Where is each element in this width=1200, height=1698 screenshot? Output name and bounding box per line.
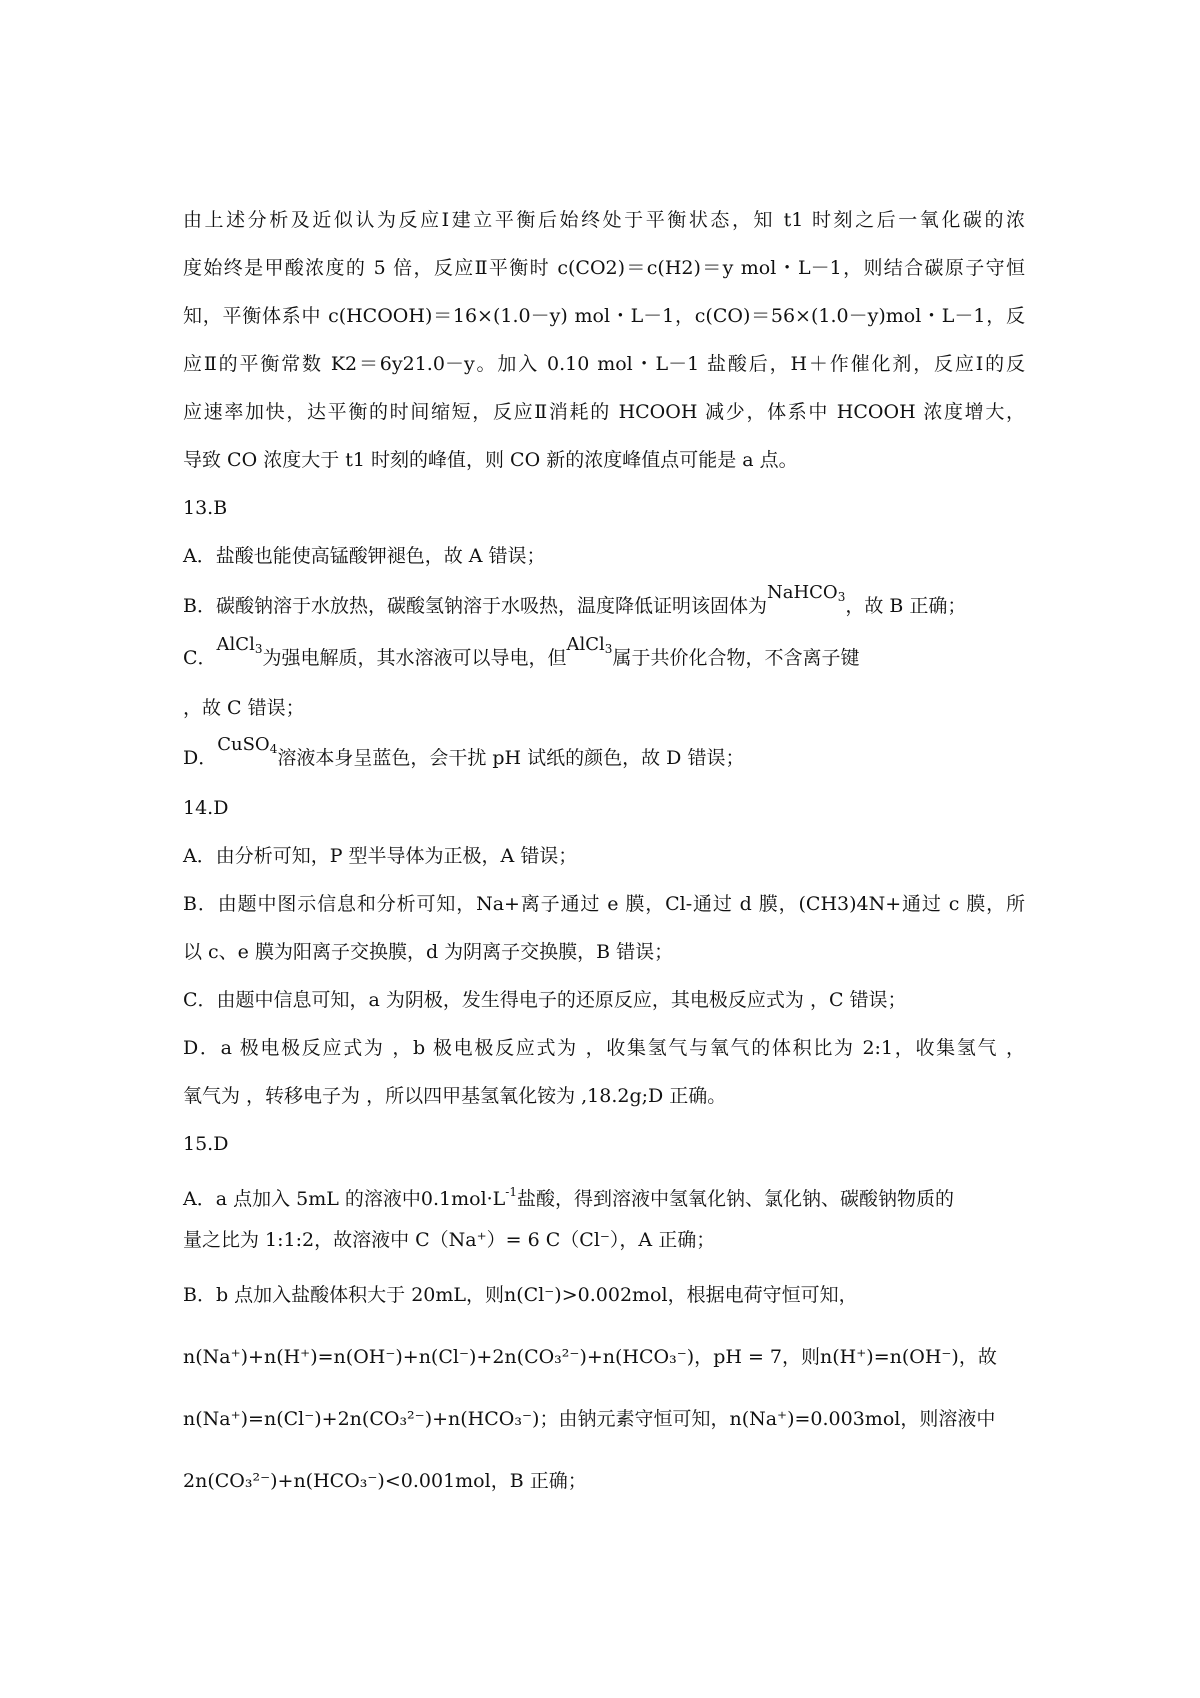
q15-b-expr-1: n(Cl⁻)>0.002mol xyxy=(504,1284,668,1306)
paragraph-12-line-1: 由上述分析及近似认为反应Ⅰ建立平衡后始终处于平衡状态，知 t1 时刻之后一氧化碳的浓 xyxy=(183,209,1025,231)
q15-na-amount: n(Na⁺)=0.003mol xyxy=(729,1408,901,1430)
q13-b-formula: NaHCO$_3$ xyxy=(766,582,846,604)
q15-option-b-line-3: n(Na⁺)=n(Cl⁻)+2n(CO₃²⁻)+n(HCO₃⁻)；由钠元素守恒可知，n(Na⁺)=0.003mol，则溶液中 xyxy=(183,1408,996,1430)
q15-option-a-line-1: A．a 点加入 5mL 的溶液中$0.1mol\cdot L^{-1}$盐酸，得到溶液中氢氧化钠、氯化钠、碳酸钠物质的 xyxy=(183,1185,955,1210)
q15-option-b-line-4: 2n(CO₃²⁻)+n(HCO₃⁻)<0.001mol，B 正确； xyxy=(183,1470,587,1492)
q15-h-oh: n(H⁺)=n(OH⁻) xyxy=(820,1346,959,1368)
q15-ph: pH = 7 xyxy=(713,1346,783,1368)
q15-heading: 15.D xyxy=(183,1133,229,1155)
q14-option-b-line-1: B．由题中图示信息和分析可知，Na+离子通过 e 膜，Cl-通过 d 膜，(CH3)4N+通过 c 膜，所 xyxy=(183,893,1025,915)
q15-na-balance: n(Na⁺)=n(Cl⁻)+2n(CO₃²⁻)+n(HCO₃⁻) xyxy=(183,1408,540,1430)
q14-option-b-line-2: 以 c、e 膜为阳离子交换膜，d 为阴离子交换膜，B 错误； xyxy=(183,941,674,963)
q14-option-d-line-2: 氧气为 ，转移电子为 ，所以四甲基氢氧化铵为 ,18.2g;D 正确。 xyxy=(183,1085,727,1107)
q14-option-a: A．由分析可知，P 型半导体为正极，A 错误； xyxy=(183,845,578,867)
q13-b-text: B．碳酸钠溶于水放热，碳酸氢钠溶于水吸热，温度降低证明该固体为 xyxy=(183,595,767,617)
q13-option-b xyxy=(183,580,1025,632)
q13-d-formula: CuSO$_4$ xyxy=(217,734,278,756)
paragraph-12-line-4: 应Ⅱ的平衡常数 K2＝6y21.0－y。加入 0.10 mol・L－1 盐酸后，H＋作催化剂，反应Ⅰ的反 xyxy=(183,353,1025,375)
paragraph-12-line-5: 应速率加快，达平衡的时间缩短，反应Ⅱ消耗的 HCOOH 减少，体系中 HCOOH 浓度增大， xyxy=(183,401,1025,423)
q14-option-c: C．由题中信息可知，a 为阴极，发生得电子的还原反应，其电极反应式为 ，C 错误； xyxy=(183,989,907,1011)
q13-heading: 13.B xyxy=(183,497,228,519)
q14-option-d-line-1: D．a 极电极反应式为 ，b 极电极反应式为 ，收集氢气与氧气的体积比为 2:1，收集氢气 ， xyxy=(183,1037,1025,1059)
q15-option-a-line-2: 量之比为 1:1:2，故溶液中 C（Na⁺）= 6 C（Cl⁻），A 正确； xyxy=(183,1229,716,1251)
document-body xyxy=(183,196,1025,1512)
q13-c-formula-2: AlCl$_3$ xyxy=(566,634,613,656)
q15-option-b-line-1: B．b 点加入盐酸体积大于 20mL，则n(Cl⁻)>0.002mol，根据电荷守恒可知， xyxy=(183,1284,858,1306)
q13-option-d: D．CuSO$_4$溶液本身呈蓝色，会干扰 pH 试纸的颜色，故 D 错误； xyxy=(183,734,745,769)
q13-option-c: C．AlCl$_3$为强电解质，其水溶液可以导电，但AlCl$_3$属于共价化合物，不含离子键 xyxy=(183,634,860,669)
q13-b-tail: ，故 B 正确； xyxy=(845,595,967,617)
q15-charge-balance: n(Na⁺)+n(H⁺)=n(OH⁻)+n(Cl⁻)+2n(CO₃²⁻)+n(HCO₃⁻) xyxy=(183,1346,695,1368)
q15-option-b-line-2: n(Na⁺)+n(H⁺)=n(OH⁻)+n(Cl⁻)+2n(CO₃²⁻)+n(HCO₃⁻)，pH = 7，则n(H⁺)=n(OH⁻)，故 xyxy=(183,1346,997,1368)
paragraph-12-line-3: 知，平衡体系中 c(HCOOH)＝16×(1.0－y) mol・L－1，c(CO)＝56×(1.0－y)mol・L－1，反 xyxy=(183,305,1025,327)
q15-a-concentration: $0.1mol\cdot L^{-1}$ xyxy=(420,1185,517,1210)
q13-c-formula-1: AlCl$_3$ xyxy=(216,634,263,656)
q13-option-a: A．盐酸也能使高锰酸钾褪色，故 A 错误； xyxy=(183,545,546,567)
q15-carbonate-sum: 2n(CO₃²⁻)+n(HCO₃⁻)<0.001mol xyxy=(183,1470,491,1492)
q14-heading: 14.D xyxy=(183,797,229,819)
q13-option-c-line-2: ，故 C 错误； xyxy=(183,697,305,719)
paragraph-12-line-6: 导致 CO 浓度大于 t1 时刻的峰值，则 CO 新的浓度峰值点可能是 a 点。 xyxy=(183,449,798,471)
paragraph-12-line-2: 度始终是甲酸浓度的 5 倍，反应Ⅱ平衡时 c(CO2)＝c(H2)＝y mol・L－1，则结合碳原子守恒 xyxy=(183,257,1025,279)
